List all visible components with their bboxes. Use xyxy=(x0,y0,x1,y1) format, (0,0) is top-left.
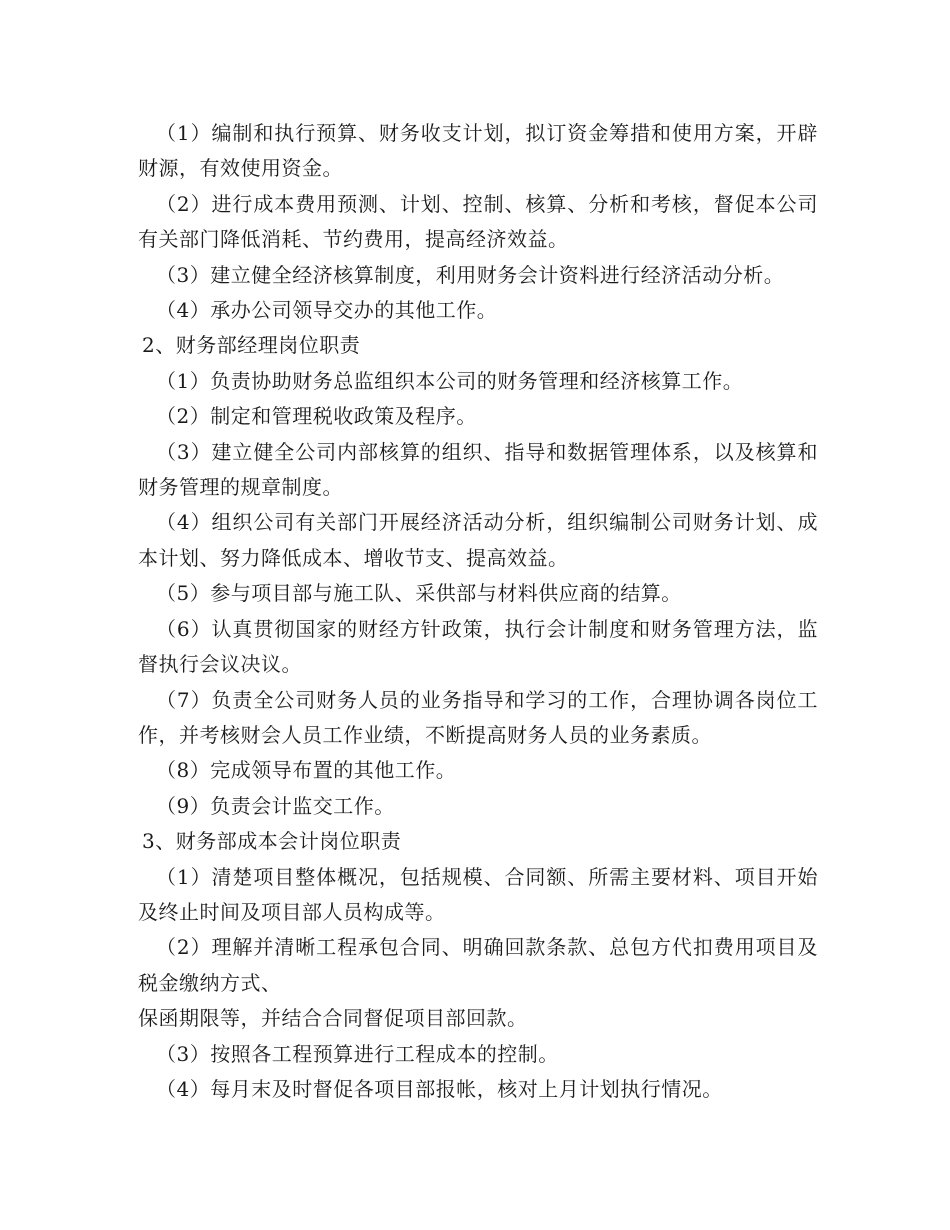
paragraph-6: （2）制定和管理税收政策及程序。 xyxy=(156,404,477,429)
section-heading-3: 3、财务部成本会计岗位职责 xyxy=(142,829,402,854)
paragraph-12: （8）完成领导布置的其他工作。 xyxy=(156,758,457,783)
paragraph-3: （3）建立健全经济核算制度，利用财务会计资料进行经济活动分析。 xyxy=(156,262,785,287)
paragraph-8: （4）组织公司有关部门开展经济活动分析，组织编制公司财务计划、成本计划、努力降低成本、增收节支、提高效益。 xyxy=(138,510,818,570)
paragraph-11: （7）负责全公司财务人员的业务指导和学习的工作，合理协调各岗位工作，并考核财会人员工作业绩，不断提高财务人员的业务素质。 xyxy=(138,687,818,747)
paragraph-7: （3）建立健全公司内部核算的组织、指导和数据管理体系，以及核算和财务管理的规章制度。 xyxy=(138,439,818,500)
paragraph-1: （1）编制和执行预算、财务收支计划，拟订资金筹措和使用方案，开辟财源，有效使用资金。 xyxy=(138,121,818,181)
paragraph-15-continuation: 保函期限等，并结合合同督促项目部回款。 xyxy=(138,1006,528,1031)
paragraph-17: （4）每月末及时督促各项目部报帐，核对上月计划执行情况。 xyxy=(156,1076,723,1101)
paragraph-10: （6）认真贯彻国家的财经方针政策，执行会计制度和财务管理方法，监督执行会议决议。 xyxy=(138,616,818,677)
paragraph-15: （2）理解并清晰工程承包合同、明确回款条款、总包方代扣费用项目及税金缴纳方式、 xyxy=(138,935,818,995)
paragraph-2: （2）进行成本费用预测、计划、控制、核算、分析和考核，督促本公司有关部门降低消耗、节约费用，提高经济效益。 xyxy=(138,191,818,252)
paragraph-16: （3）按照各工程预算进行工程成本的控制。 xyxy=(156,1041,559,1066)
section-heading-2: 2、财务部经理岗位职责 xyxy=(142,333,361,358)
paragraph-13: （9）负责会计监交工作。 xyxy=(156,793,395,818)
paragraph-9: （5）参与项目部与施工队、采供部与材料供应商的结算。 xyxy=(156,581,682,606)
document-body xyxy=(138,116,818,1107)
paragraph-5: （1）负责协助财务总监组织本公司的财务管理和经济核算工作。 xyxy=(156,368,744,393)
paragraph-4: （4）承办公司领导交办的其他工作。 xyxy=(156,298,498,323)
paragraph-14: （1）清楚项目整体概况，包括规模、合同额、所需主要材料、项目开始及终止时间及项目部人员构成等。 xyxy=(138,864,818,924)
